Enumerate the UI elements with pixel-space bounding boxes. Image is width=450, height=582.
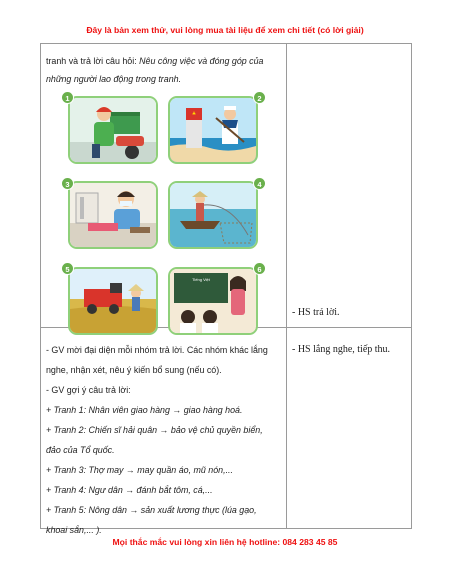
picture-6 — [168, 267, 258, 335]
intro-question: Nêu công việc và đóng góp của — [139, 56, 264, 66]
picture-number-1: 1 — [61, 91, 74, 104]
picture-number-5: 5 — [61, 262, 74, 275]
picture-4 — [168, 181, 258, 249]
fisherman-illustration — [170, 183, 256, 247]
answer-picture-4: + Tranh 4: Ngư dân → đánh bắt tôm, cá,... — [46, 485, 213, 495]
navy-soldier-illustration — [170, 98, 256, 162]
picture-2 — [168, 96, 258, 164]
delivery-worker-illustration — [70, 98, 156, 162]
intro-prompt: tranh và trả lời câu hỏi: — [46, 56, 140, 66]
answer-picture-2-cont: đảo của Tổ quốc. — [46, 445, 115, 455]
intro-line-1 — [46, 52, 263, 70]
picture-5 — [68, 267, 158, 335]
answer-picture-5-cont: khoai sắn,... ). — [46, 525, 102, 535]
tailor-illustration — [70, 183, 156, 247]
answer-picture-5: + Tranh 5: Nông dân → sản xuất lương thực (lúa gạo, — [46, 505, 257, 515]
picture-1 — [68, 96, 158, 164]
intro-line-2: những người lao động trong tranh. — [46, 74, 182, 84]
teacher-instruction: - GV mời đại diện mỗi nhóm trả lời. Các nhóm khác lắng — [46, 345, 268, 355]
column-divider — [286, 44, 287, 528]
farmer-harvester-illustration — [70, 269, 156, 333]
answer-picture-3: + Tranh 3: Thợ may → may quần áo, mũ nón,... — [46, 465, 233, 475]
picture-number-6: 6 — [253, 262, 266, 275]
blackboard-text: Tiếng Việt — [192, 277, 210, 282]
answer-picture-2: + Tranh 2: Chiến sĩ hải quân → bảo vệ chủ quyền biển, — [46, 425, 263, 435]
teacher-classroom-illustration — [170, 269, 256, 333]
picture-3 — [68, 181, 158, 249]
teacher-instruction-cont: nghe, nhận xét, nêu ý kiến bổ sung (nếu có). — [46, 365, 222, 375]
answer-picture-1: + Tranh 1: Nhân viên giao hàng → giao hàng hoá. — [46, 405, 243, 415]
student-listen: - HS lắng nghe, tiếp thu. — [292, 344, 391, 355]
preview-banner: Đây là bản xem thử, vui lòng mua tài liệu để xem chi tiết (có lời giải) — [86, 25, 364, 35]
picture-number-4: 4 — [253, 177, 266, 190]
student-answer: - HS trả lời. — [292, 307, 340, 318]
lesson-table — [40, 43, 412, 535]
picture-number-2: 2 — [253, 91, 266, 104]
hotline-banner: Mọi thắc mắc vui lòng xin liên hệ hotline: 084 283 45 85 — [112, 537, 338, 547]
suggested-answer-heading: - GV gợi ý câu trả lời: — [46, 385, 131, 395]
picture-number-3: 3 — [61, 177, 74, 190]
